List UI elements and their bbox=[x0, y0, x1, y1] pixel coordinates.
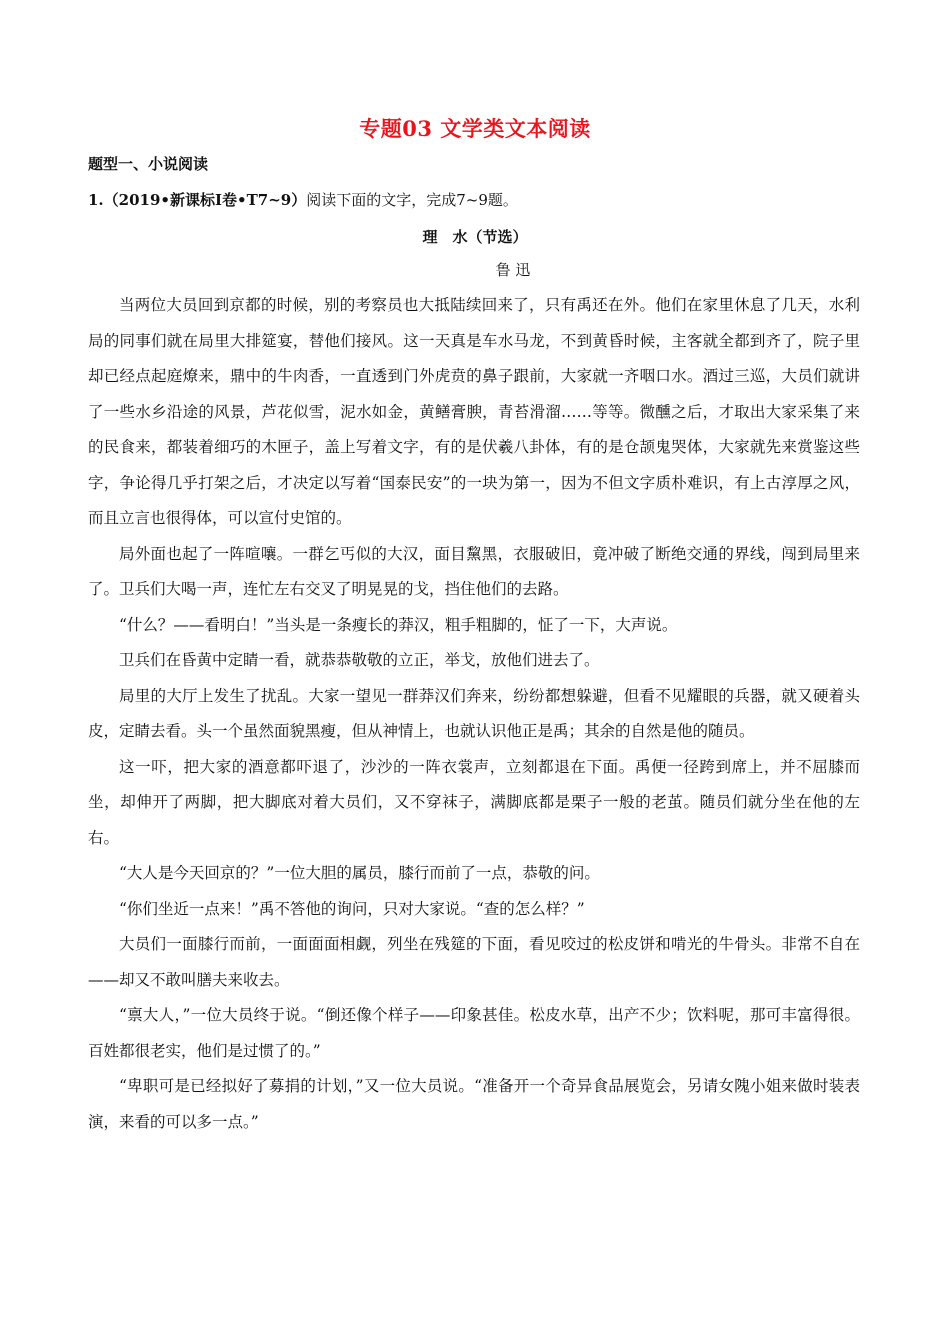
passage-paragraph: “大人是今天回京的？”一位大胆的属员，膝行而前了一点，恭敬的问。 bbox=[119, 864, 600, 882]
passage-paragraph: “禀大人，”一位大员终于说。“倒还像个样子——印象甚佳。松皮水草，出产不少；饮料呢，那可丰富得很。百姓都很老实，他们是过惯了的。” bbox=[88, 1006, 860, 1060]
passage-paragraph: “什么？——看明白！”当头是一条瘦长的莽汉，粗手粗脚的，怔了一下，大声说。 bbox=[119, 615, 678, 634]
passage-paragraph: 局里的大厅上发生了扰乱。大家一望见一群莽汉们奔来，纷纷都想躲避，但看不见耀眼的兵器，就又硬着头皮，定睛去看。头一个虽然面貌黑瘦，但从神情上，也就认识他正是禹；其余的自然是他的随员。 bbox=[88, 686, 860, 740]
page-title: 专题03 文学类文本阅读 bbox=[359, 116, 591, 141]
question-line bbox=[88, 189, 518, 210]
section-heading: 题型一、小说阅读 bbox=[88, 155, 209, 173]
passage-paragraph: “卑职可是已经拟好了募捐的计划，”又一位大员说。“准备开一个奇异食品展览会，另请女隗小姐来做时装表演，来看的可以多一点。” bbox=[88, 1077, 860, 1131]
passage-title: 理 水（节选） bbox=[422, 228, 528, 246]
passage-paragraph: “你们坐近一点来！”禹不答他的询问，只对大家说。“查的怎么样？” bbox=[119, 899, 585, 918]
passage-paragraph: 卫兵们在昏黄中定睛一看，就恭恭敬敬的立正，举戈，放他们进去了。 bbox=[119, 651, 600, 669]
passage-paragraph: 这一吓，把大家的酒意都吓退了，沙沙的一阵衣裳声，立刻都退在下面。禹便一径跨到席上，并不屈膝而坐，却伸开了两脚，把大脚底对着大员们，又不穿袜子，满脚底都是栗子一般的老茧。随员们就分坐在他的左右。 bbox=[88, 757, 860, 847]
passage-paragraph: 大员们一面膝行而前，一面面面相觑，列坐在残筵的下面，看见咬过的松皮饼和啃光的牛骨头。非常不自在——却又不敢叫膳夫来收去。 bbox=[88, 935, 860, 989]
passage-author: 鲁 迅 bbox=[495, 261, 531, 279]
passage-paragraph: 局外面也起了一阵喧嚷。一群乞丐似的大汉，面目黧黑，衣服破旧，竟冲破了断绝交通的界线，闯到局里来了。卫兵们大喝一声，连忙左右交叉了明晃晃的戈，挡住他们的去路。 bbox=[88, 544, 860, 598]
passage-body bbox=[88, 288, 860, 1140]
question-prefix: 1.（2019•新课标Ⅰ卷•T7~9） bbox=[88, 191, 307, 209]
passage-paragraph: 当两位大员回到京都的时候，别的考察员也大抵陆续回来了，只有禹还在外。他们在家里休息了几天，水利局的同事们就在局里大排筵宴，替他们接风。这一天真是车水马龙，不到黄昏时候，主客就全都到齐了，院子里却已经点起庭燎来，鼎中的牛肉香，一直透到门外虎贲的鼻子跟前，大家就一齐咽口水。酒过三巡，大员们就讲了一些水乡沿途的风景，芦花似雪，泥水如金，黄鳝膏腴，青苔滑溜……等等。微醺之后，才取出大家采集了来的民食来，都装着细巧的木匣子，盖上写着文字，有的是伏羲八卦体，有的是仓颉鬼哭体，大家就先来赏鉴这些字，争论得几乎打架之后，才决定以写着“国泰民安”的一块为第一，因为不但文字质朴难识，有上古淳厚之风，而且立言也很得体，可以宣付史馆的。 bbox=[88, 296, 860, 527]
question-text: 阅读下面的文字，完成7~9题。 bbox=[306, 191, 518, 209]
